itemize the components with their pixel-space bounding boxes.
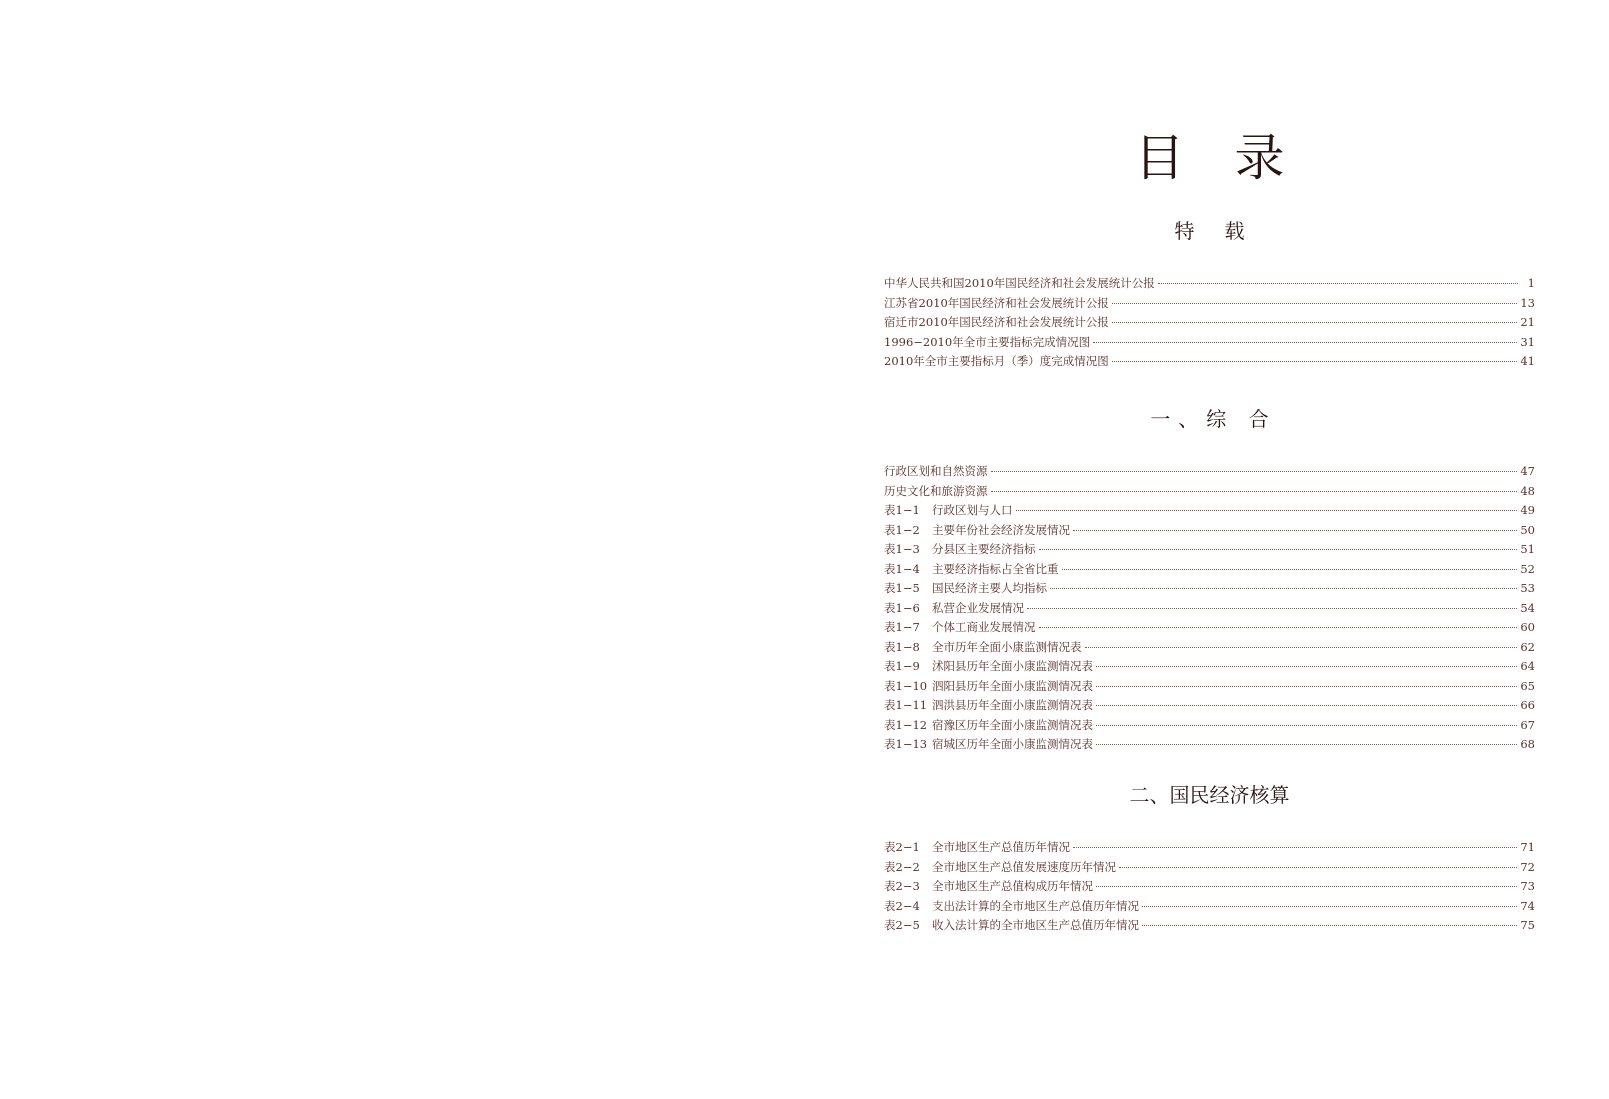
- toc-entry[interactable]: [884, 501, 1535, 521]
- section-heading-national-accounts: 二、国民经济核算: [1129, 783, 1290, 807]
- toc-entry[interactable]: [884, 735, 1535, 755]
- toc-entry-page: 74: [1520, 898, 1535, 913]
- toc-entry[interactable]: [884, 677, 1535, 697]
- dot-leader: [1096, 886, 1517, 887]
- dot-leader: [991, 491, 1518, 492]
- table-number: 表1−6: [884, 600, 920, 615]
- dot-leader: [1039, 549, 1518, 550]
- toc-entry-page: 1: [1527, 276, 1535, 290]
- toc-entry-label: 1996−2010年全市主要指标完成情况图: [884, 334, 1091, 349]
- toc-entry-label: 宿迁市2010年国民经济和社会发展统计公报: [884, 315, 1109, 329]
- toc-entry-label: 中华人民共和国2010年国民经济和社会发展统计公报: [884, 276, 1155, 290]
- dot-leader: [1112, 322, 1518, 323]
- toc-entry-page: 73: [1520, 879, 1535, 893]
- toc-entry-label: 全市历年全面小康监测情况表: [932, 639, 1082, 654]
- toc-entry-label: 行政区划和自然资源: [884, 464, 988, 478]
- table-number: 表2−2: [884, 859, 920, 874]
- toc-list-general: [884, 462, 1535, 755]
- section-heading-general: 一、综 合: [1150, 407, 1277, 431]
- toc-entry[interactable]: [884, 579, 1535, 599]
- toc-entry-page: 47: [1520, 464, 1535, 478]
- toc-entry[interactable]: [884, 521, 1535, 541]
- toc-entry[interactable]: [884, 333, 1535, 353]
- toc-entry-label: 江苏省2010年国民经济和社会发展统计公报: [884, 295, 1109, 310]
- toc-entry-page: 72: [1520, 859, 1535, 874]
- table-number: 表1−8: [884, 639, 920, 654]
- table-number: 表2−4: [884, 898, 920, 913]
- dot-leader: [1096, 744, 1517, 745]
- toc-entry-page: 51: [1520, 542, 1535, 556]
- toc-entry-label: 宿豫区历年全面小康监测情况表: [932, 717, 1093, 732]
- table-number: 表1−10: [884, 678, 928, 693]
- toc-entry-page: 67: [1520, 717, 1535, 732]
- toc-entry-page: 71: [1520, 840, 1535, 854]
- table-number: 表1−4: [884, 561, 920, 576]
- dot-leader: [1085, 647, 1518, 648]
- dot-leader: [1073, 530, 1517, 531]
- dot-leader: [1073, 847, 1517, 848]
- dot-leader: [1016, 510, 1518, 511]
- toc-entry-label: 个体工商业发展情况: [932, 620, 1036, 634]
- toc-entry-page: 62: [1520, 639, 1535, 654]
- dot-leader: [1093, 342, 1517, 343]
- table-number: 表2−1: [884, 840, 920, 854]
- toc-entry-label: 支出法计算的全市地区生产总值历年情况: [932, 898, 1139, 913]
- toc-entry-label: 2010年全市主要指标月（季）度完成情况图: [884, 354, 1109, 368]
- page-title: 目录: [1134, 129, 1335, 187]
- table-number: 表1−3: [884, 542, 920, 556]
- toc-entry-page: 49: [1520, 503, 1535, 517]
- dot-leader: [1039, 627, 1518, 628]
- dot-leader: [1112, 361, 1518, 362]
- toc-entry-label: 泗阳县历年全面小康监测情况表: [932, 678, 1093, 693]
- dot-leader: [1096, 725, 1517, 726]
- dot-leader: [1112, 303, 1518, 304]
- dot-leader: [1142, 925, 1517, 926]
- toc-entry[interactable]: [884, 462, 1535, 482]
- toc-entry-page: 65: [1520, 678, 1535, 693]
- toc-entry-label: 收入法计算的全市地区生产总值历年情况: [932, 918, 1139, 932]
- dot-leader: [1096, 705, 1517, 706]
- toc-entry-page: 53: [1520, 581, 1535, 595]
- toc-list-national-accounts: [884, 838, 1535, 936]
- toc-entry[interactable]: [884, 838, 1535, 858]
- table-number: 表2−3: [884, 879, 920, 893]
- table-number: 表1−11: [884, 698, 928, 712]
- dot-leader: [991, 471, 1518, 472]
- toc-entry-page: 66: [1520, 698, 1535, 712]
- toc-entry[interactable]: [884, 877, 1535, 897]
- blank-left-page: [0, 0, 800, 1099]
- toc-entry[interactable]: [884, 916, 1535, 936]
- toc-entry-label: 全市地区生产总值历年情况: [932, 840, 1070, 854]
- toc-entry[interactable]: [884, 858, 1535, 878]
- dot-leader: [1096, 666, 1517, 667]
- toc-entry-label: 沭阳县历年全面小康监测情况表: [932, 659, 1093, 673]
- toc-list-special: [884, 274, 1535, 372]
- toc-entry-page: 52: [1520, 561, 1535, 576]
- toc-entry-page: 75: [1520, 918, 1535, 932]
- toc-entry-page: 54: [1520, 600, 1535, 615]
- table-number: 表1−9: [884, 659, 920, 673]
- dot-leader: [1096, 686, 1517, 687]
- toc-entry-label: 泗洪县历年全面小康监测情况表: [932, 698, 1093, 712]
- toc-entry-page: 13: [1520, 295, 1535, 310]
- toc-entry[interactable]: [884, 540, 1535, 560]
- toc-entry-page: 21: [1520, 315, 1535, 329]
- dot-leader: [1050, 588, 1517, 589]
- toc-entry-page: 50: [1520, 522, 1535, 537]
- toc-entry-page: 41: [1520, 354, 1535, 368]
- toc-entry-page: 60: [1520, 620, 1535, 634]
- toc-entry[interactable]: [884, 716, 1535, 736]
- toc-entry[interactable]: [884, 696, 1535, 716]
- toc-entry-label: 主要经济指标占全省比重: [932, 561, 1059, 576]
- toc-entry-label: 主要年份社会经济发展情况: [932, 522, 1070, 537]
- dot-leader: [1062, 569, 1518, 570]
- table-number: 表1−2: [884, 522, 920, 537]
- toc-entry-label: 全市地区生产总值构成历年情况: [932, 879, 1093, 893]
- toc-entry[interactable]: [884, 313, 1535, 333]
- toc-entry-label: 宿城区历年全面小康监测情况表: [932, 737, 1093, 751]
- toc-entry[interactable]: [884, 274, 1535, 294]
- toc-entry-label: 国民经济主要人均指标: [932, 581, 1047, 595]
- table-number: 表1−1: [884, 503, 920, 517]
- table-number: 表1−7: [884, 620, 920, 634]
- dot-leader: [1142, 906, 1517, 907]
- toc-page: [884, 0, 1535, 1099]
- table-number: 表1−5: [884, 581, 920, 595]
- toc-entry-page: 68: [1520, 737, 1535, 751]
- toc-entry-label: 私营企业发展情况: [932, 600, 1024, 615]
- toc-entry[interactable]: [884, 618, 1535, 638]
- dot-leader: [1158, 283, 1518, 284]
- toc-entry[interactable]: [884, 638, 1535, 658]
- dot-leader: [1119, 867, 1517, 868]
- toc-entry-page: 64: [1520, 659, 1535, 673]
- toc-entry[interactable]: [884, 897, 1535, 917]
- toc-entry-label: 行政区划与人口: [932, 503, 1013, 517]
- toc-entry-label: 历史文化和旅游资源: [884, 483, 988, 498]
- table-number: 表1−12: [884, 717, 928, 732]
- toc-entry-label: 分县区主要经济指标: [932, 542, 1036, 556]
- toc-entry[interactable]: [884, 352, 1535, 372]
- toc-entry[interactable]: [884, 657, 1535, 677]
- toc-entry-page: 48: [1520, 483, 1535, 498]
- table-number: 表1−13: [884, 737, 928, 751]
- toc-entry[interactable]: [884, 294, 1535, 314]
- toc-entry-label: 全市地区生产总值发展速度历年情况: [932, 859, 1116, 874]
- toc-entry[interactable]: [884, 482, 1535, 502]
- toc-entry[interactable]: [884, 560, 1535, 580]
- dot-leader: [1027, 608, 1517, 609]
- toc-entry[interactable]: [884, 599, 1535, 619]
- toc-entry-page: 31: [1520, 334, 1535, 349]
- table-number: 表2−5: [884, 918, 920, 932]
- section-heading-special: 特载: [1174, 219, 1275, 243]
